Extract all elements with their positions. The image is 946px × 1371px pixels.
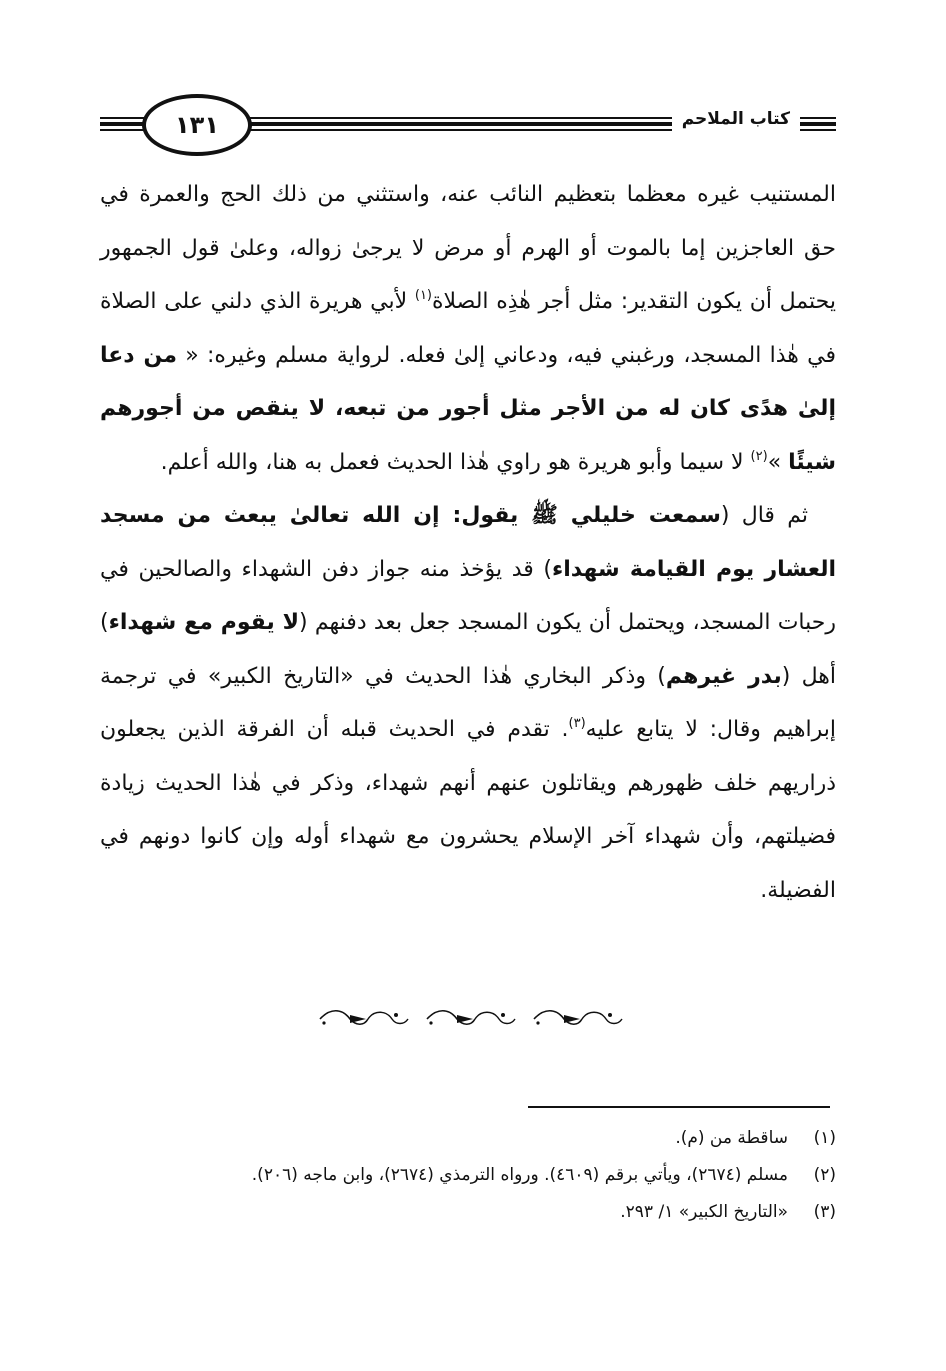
page-number: ١٣١ [175, 111, 219, 139]
text-run: لا سيما وأبو هريرة هو راوي هٰذا الحديث فعمل به هنا، والله أعلم. [160, 449, 751, 475]
hadith-quote: بدر غيرهم [665, 663, 782, 689]
floral-divider-icon [316, 1004, 626, 1034]
footnote-number: (١) [813, 1128, 836, 1148]
main-text [100, 168, 836, 917]
hadith-quote: لا يقوم مع شهداء [108, 610, 300, 635]
footnote-separator [528, 1106, 830, 1108]
footnote-1 [100, 1120, 836, 1157]
footnote-ref-3: (٣) [568, 716, 586, 731]
ornament-unit [530, 1006, 626, 1032]
ornament-unit [316, 1006, 412, 1032]
footnote-2 [100, 1157, 836, 1194]
footnotes [100, 1120, 836, 1231]
running-title: كتاب الملاحم [672, 106, 800, 132]
hadith-quote: سمعت خليلي ﷺ يقول: إن الله تعالىٰ يبعث من مسجد العشار يوم القيامة شهداء [100, 503, 836, 582]
page-number-oval [142, 94, 252, 156]
footnote-ref-1: (١) [414, 288, 432, 303]
footnote-number: (٢) [813, 1165, 836, 1185]
page-header [100, 94, 836, 160]
text-run: المستنيب غيره معظما بتعظيم النائب عنه، واستثني من ذلك الحج والعمرة في حق العاجزين إما بالموت أو الهرم أو مرض لا يرجىٰ زواله، وعلىٰ قول الجمهور يحتمل أن يكون التقدير: مثل أجر هٰذِه الصلاة [100, 182, 836, 314]
footnote-text: ساقطة من (م). [675, 1128, 788, 1148]
paragraph-2 [100, 489, 836, 917]
footnote-number: (٣) [813, 1202, 836, 1222]
hadith-quote: من دعا إلىٰ هدًى كان له من الأجر مثل أجور من تبعه، لا ينقص من أجورهم شيئًا [100, 342, 836, 475]
text-run: لأبي هريرة الذي دلني على الصلاة في هٰذا المسجد، ورغبني فيه، ودعاني إلىٰ فعله. لرواية مسلم وغيره: « [100, 289, 836, 368]
text-run: ) وذكر البخاري هٰذا الحديث في «التاريخ الكبير» في ترجمة إبراهيم وقال: لا يتابع عليه [100, 663, 836, 742]
text-run: ) أهل ( [100, 610, 837, 689]
text-run: » [767, 449, 789, 475]
footnote-text: مسلم (٢٦٧٤)، ويأتي برقم (٤٦٠٩). ورواه الترمذي (٢٦٧٤)، وابن ماجه (٢٠٦). [251, 1165, 788, 1185]
text-run: ) قد يؤخذ منه جواز دفن الشهداء والصالحين في رحبات المسجد، ويحتمل أن يكون المسجد جعل بعد دفنهم ( [100, 556, 836, 635]
footnote-ref-2: (٢) [750, 448, 768, 464]
paragraph-1 [100, 168, 836, 489]
footnote-text: «التاريخ الكبير» ١/ ٢٩٣. [620, 1202, 788, 1222]
text-run: . تقدم في الحديث قبله أن الفرقة الذين يجعلون ذراريهم خلف ظهورهم ويقاتلون عنهم أنهم شهداء، وذكر في هٰذا الحديث زيادة فضيلتهم، وأن شهداء آخر الإسلام يحشرون مع شهداء أوله وإن كانوا دونهم في الفضيلة. [100, 717, 836, 903]
text-run: ثم قال ( [720, 503, 808, 528]
ornament-unit [423, 1006, 519, 1032]
footnote-3 [100, 1194, 836, 1231]
